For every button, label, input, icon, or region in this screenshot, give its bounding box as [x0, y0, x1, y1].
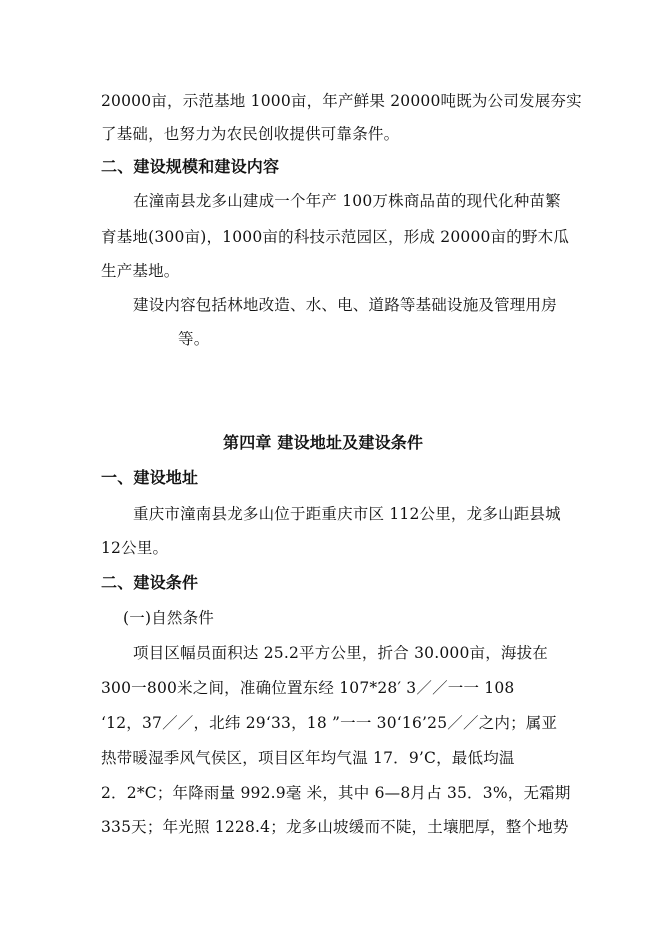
paragraph-line: 热带暖湿季风气侯区，项目区年均气温 17．9’C，最低均温: [101, 749, 515, 767]
subsection-heading: (一)自然条件: [123, 609, 214, 627]
section-heading: 二、建设规模和建设内容: [101, 157, 280, 176]
section-heading: 二、建设条件: [101, 573, 199, 592]
paragraph-line: 20000亩，示范基地 1000亩，年产鲜果 20000吨既为公司发展夯实: [101, 92, 582, 110]
paragraph-line: 2．2*C；年降雨量 992.9毫 米，其中 6—8月占 35．3%，无霜期: [101, 784, 571, 802]
chapter-title: 第四章 建设地址及建设条件: [223, 433, 424, 452]
paragraph-line: 335天；年光照 1228.4；龙多山坡缓而不陡，土壤肥厚，整个地势: [101, 818, 569, 836]
paragraph-line: ‘12，37／／，北纬 29‘33，18 ”一一 30‘16’25／／之内；属亚: [101, 714, 558, 732]
paragraph-line: 项目区幅员面积达 25.2平方公里，折合 30.000亩，海拔在: [133, 644, 549, 662]
paragraph-line: 育基地(300亩)，1000亩的科技示范园区，形成 20000亩的野木瓜: [101, 228, 570, 246]
paragraph-line: 了基础，也努力为农民创收提供可靠条件。: [101, 125, 400, 143]
paragraph-line: 300一800米之间，准确位置东经 107*28′ 3／／一一 108: [101, 679, 515, 697]
paragraph-line: 重庆市潼南县龙多山位于距重庆市区 112公里，龙多山距县城: [133, 505, 561, 523]
paragraph-line: 等。: [178, 330, 210, 348]
paragraph-line: 在潼南县龙多山建成一个年产 100万株商品苗的现代化种苗繁: [133, 192, 561, 210]
paragraph-line: 建设内容包括林地改造、水、电、道路等基础设施及管理用房: [133, 296, 557, 314]
paragraph-line: 12公里。: [101, 539, 169, 557]
section-heading: 一、建设地址: [101, 468, 199, 487]
paragraph-line: 生产基地。: [101, 262, 180, 280]
